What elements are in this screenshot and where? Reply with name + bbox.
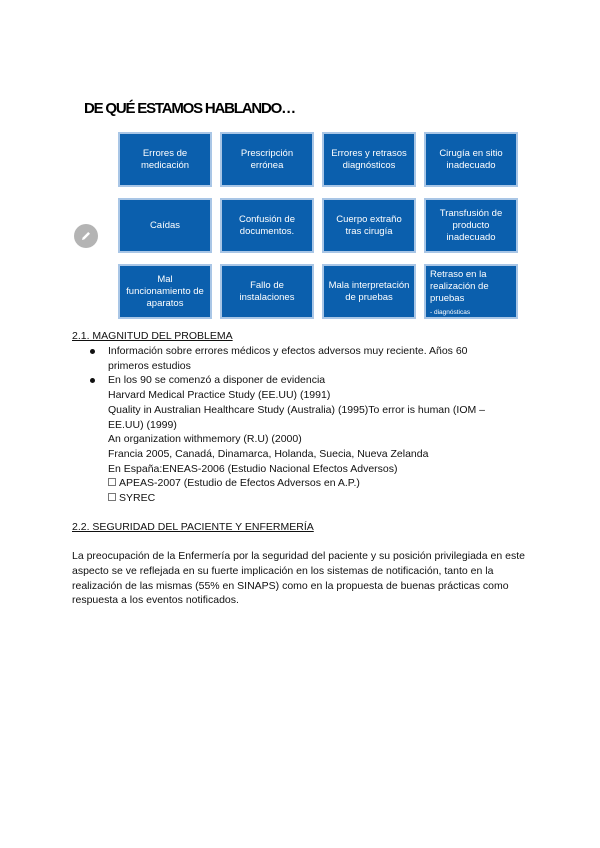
- tile-label: Retraso en la realización de pruebas: [430, 269, 489, 304]
- study-line: Harvard Medical Practice Study (EE.UU) (1991): [108, 389, 331, 402]
- list-item-text: Información sobre errores médicos y efectos adversos muy reciente. Años 60 primeros estudios: [108, 345, 468, 372]
- tile-foreign-body: [322, 198, 416, 253]
- tile-facility-failure: [220, 264, 314, 319]
- tile-label: Errores de medicación: [140, 147, 190, 171]
- bullet-icon: [90, 378, 95, 383]
- tile-wrong-site-surgery: [424, 132, 518, 187]
- error-types-grid: [118, 132, 520, 322]
- tile-device-malfunction: [118, 264, 212, 319]
- tile-sublabel: - diagnósticas: [430, 309, 471, 316]
- tile-label: Fallo de instalaciones: [239, 279, 295, 303]
- tile-label: Mal funcionamiento de aparatos: [126, 273, 204, 309]
- tile-diagnostic-errors: [322, 132, 416, 187]
- tile-label: Transfusión de producto inadecuado: [439, 207, 503, 243]
- tile-label: Errores y retrasos diagnósticos: [331, 147, 407, 171]
- checkbox-icon: [108, 493, 116, 501]
- tile-test-delay: [424, 264, 518, 319]
- tile-label: Caídas: [149, 219, 181, 231]
- tile-label: Cuerpo extraño tras cirugía: [336, 213, 402, 237]
- list-item-text: En los 90 se comenzó a disponer de evidencia: [108, 374, 326, 387]
- study-line: An organization withmemory (R.U) (2000): [108, 433, 302, 446]
- tile-label: Prescripción errónea: [240, 147, 294, 171]
- tile-label: Cirugía en sitio inadecuado: [439, 147, 503, 171]
- sub-item-text: SYREC: [119, 492, 156, 505]
- section-heading-magnitude: 2.1. MAGNITUD DEL PROBLEMA: [72, 330, 233, 342]
- tile-wrong-transfusion: [424, 198, 518, 253]
- list-item: [90, 373, 510, 388]
- sub-item: [90, 491, 510, 506]
- bullet-icon: [90, 349, 95, 354]
- tile-label: Mala interpretación de pruebas: [328, 279, 410, 303]
- study-line: Francia 2005, Canadá, Dinamarca, Holanda, Suecia, Nueva Zelanda: [108, 447, 429, 460]
- section-heading-safety: 2.2. SEGURIDAD DEL PACIENTE Y ENFERMERÍA: [72, 521, 314, 533]
- checkbox-icon: [108, 478, 116, 486]
- tile-test-misinterpretation: [322, 264, 416, 319]
- study-line: Quality in Australian Healthcare Study (Australia) (1995)To error is human (IOM – EE.UU) (1999): [108, 403, 485, 431]
- page-title: DE QUÉ ESTAMOS HABLANDO…: [84, 100, 295, 117]
- tile-document-confusion: [220, 198, 314, 253]
- pencil-icon[interactable]: [74, 224, 98, 248]
- tile-wrong-prescription: [220, 132, 314, 187]
- tile-label: Confusión de documentos.: [239, 213, 295, 237]
- study-line: En España:ENEAS-2006 (Estudio Nacional Efectos Adversos): [108, 462, 398, 475]
- tile-falls: [118, 198, 212, 253]
- sub-item-text: APEAS-2007 (Estudio de Efectos Adversos en A.P.): [119, 477, 360, 490]
- safety-paragraph: La preocupación de la Enfermería por la seguridad del paciente y su posición privilegiada en este aspecto se ve reflejada en su fuerte implicación en los sistemas de notificación, tanto en la realización de las mismas (55% en SINAPS) como en la propuesta de buenas prácticas como respuesta a los eventos notificados.: [72, 550, 525, 607]
- list-item: [90, 344, 510, 373]
- magnitude-list: [90, 344, 510, 506]
- tile-medication-errors: [118, 132, 212, 187]
- sub-item: [90, 476, 510, 491]
